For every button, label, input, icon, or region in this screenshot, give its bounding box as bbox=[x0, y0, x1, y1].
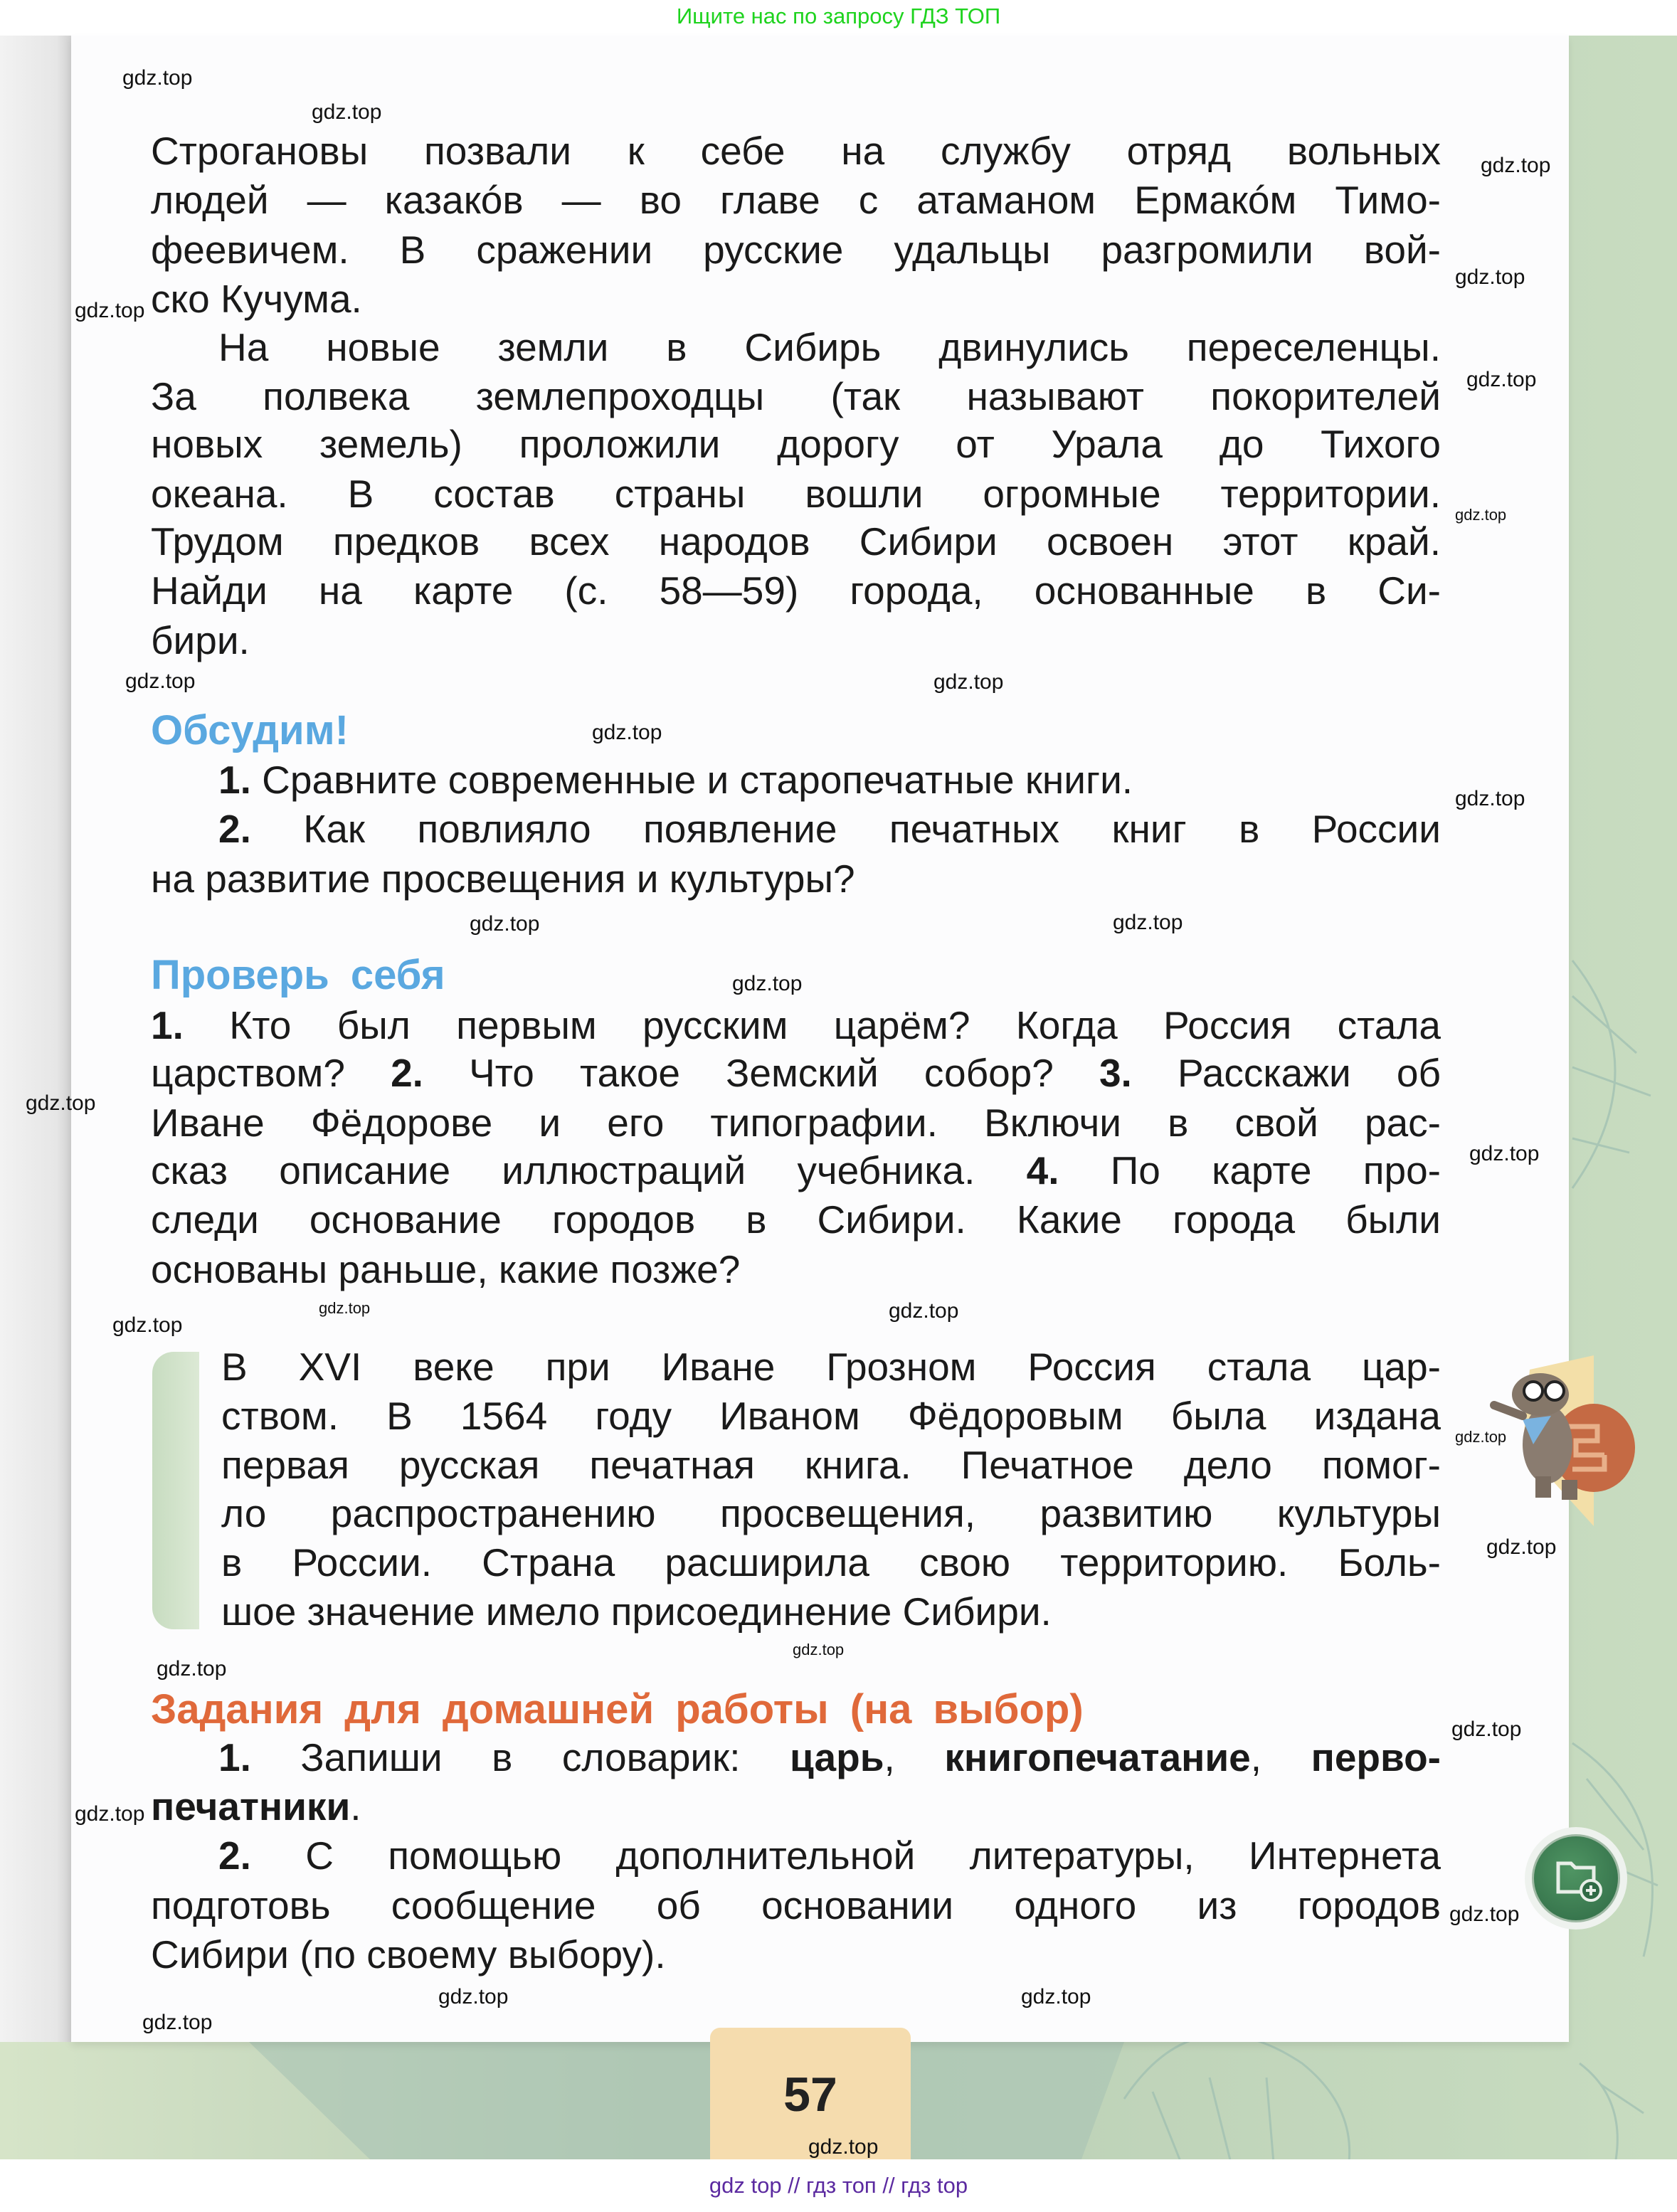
discuss-question-line bbox=[151, 856, 1441, 901]
bold-text: 1. bbox=[218, 1735, 251, 1779]
watermark-text: gdz.top bbox=[438, 1985, 509, 2009]
text: основаны раньше, какие позже? bbox=[151, 1247, 741, 1291]
watermark-text: gdz.top bbox=[75, 1802, 145, 1826]
watermark-text: gdz.top bbox=[470, 912, 540, 936]
paragraph-1-line bbox=[151, 128, 1441, 174]
watermark-text: gdz.top bbox=[75, 299, 145, 322]
text: За полвека землепроходцы (так называют покорителей bbox=[151, 374, 1441, 418]
watermark-text: gdz.top bbox=[125, 670, 196, 693]
text: бири. bbox=[151, 618, 250, 662]
text: ством. В 1564 году Иваном Фёдоровым была издана bbox=[221, 1394, 1441, 1438]
homework-task-line bbox=[218, 1735, 1441, 1780]
text: , bbox=[884, 1735, 945, 1779]
bold-text: 1. bbox=[151, 1003, 184, 1047]
text: царством? bbox=[151, 1051, 391, 1095]
folder-plus-icon bbox=[1532, 1834, 1620, 1922]
homework-task-line bbox=[151, 1883, 1441, 1928]
paragraph-1-line bbox=[151, 177, 1441, 223]
text: По карте про- bbox=[1059, 1148, 1441, 1192]
summary-box-accent-bar bbox=[152, 1352, 199, 1629]
text: Трудом предков всех народов Сибири освоен этот край. bbox=[151, 519, 1441, 563]
text: Строгановы позвали к себе на службу отряд вольных bbox=[151, 129, 1441, 173]
discuss-heading: Обсудим! bbox=[151, 707, 349, 753]
check-question-line bbox=[151, 1197, 1441, 1242]
watermark-text: gdz.top bbox=[732, 972, 803, 995]
check-question-line bbox=[151, 1050, 1441, 1096]
bold-text: 1. bbox=[218, 758, 251, 802]
watermark-text: gdz.top bbox=[122, 66, 193, 90]
watermark-text: gdz.top bbox=[1021, 1985, 1091, 2009]
text: сказ описание иллюстраций учебника. bbox=[151, 1148, 1027, 1192]
paragraph-2-line bbox=[151, 374, 1441, 419]
text: , bbox=[1250, 1735, 1311, 1779]
text: следи основание городов в Сибири. Какие города были bbox=[151, 1197, 1441, 1242]
watermark-text: gdz.top bbox=[157, 1657, 227, 1681]
bold-text: перво- bbox=[1311, 1735, 1441, 1779]
paragraph-1-line bbox=[151, 276, 1441, 322]
text: Расскажи об bbox=[1131, 1051, 1441, 1095]
watermark-text: gdz.top bbox=[1449, 1903, 1520, 1926]
homework-heading: Задания для домашней работы (на выбор) bbox=[151, 1686, 1084, 1732]
homework-task-line bbox=[218, 1833, 1441, 1878]
watermark-text: gdz.top bbox=[319, 1299, 371, 1317]
summary-line bbox=[221, 1589, 1441, 1634]
turtle-mascot-illustration bbox=[1480, 1355, 1651, 1526]
bold-text: книгопечатание bbox=[944, 1735, 1251, 1779]
watermark-text: gdz.top bbox=[1486, 1535, 1557, 1559]
watermark-text: gdz.top bbox=[933, 670, 1004, 694]
bold-text: царь bbox=[790, 1735, 884, 1779]
watermark-text: gdz.top bbox=[1455, 1428, 1507, 1446]
bold-text: 2. bbox=[218, 1833, 251, 1878]
paragraph-2-line bbox=[151, 421, 1441, 467]
page-number: 57 bbox=[783, 2068, 837, 2122]
watermark-text: gdz.top bbox=[1469, 1142, 1540, 1165]
check-yourself-heading: Проверь себя bbox=[151, 952, 445, 998]
watermark-text: gdz.top bbox=[889, 1299, 959, 1323]
paragraph-2-line bbox=[151, 471, 1441, 517]
homework-task-line bbox=[151, 1784, 1441, 1829]
paragraph-2-line bbox=[151, 568, 1441, 613]
text: Сибири (по своему выбору). bbox=[151, 1932, 666, 1976]
watermark-text: gdz.top bbox=[112, 1313, 183, 1337]
summary-line bbox=[221, 1442, 1441, 1488]
summary-line bbox=[221, 1393, 1441, 1439]
text: Кто был первым русским царём? Когда Россия стала bbox=[183, 1003, 1441, 1047]
text: океана. В состав страны вошли огромные территории. bbox=[151, 472, 1441, 516]
check-question-line bbox=[151, 1002, 1441, 1048]
text: ло распространению просвещения, развитию культуры bbox=[221, 1491, 1441, 1535]
text: новых земель) проложили дорогу от Урала до Тихого bbox=[151, 422, 1441, 466]
homework-task-line bbox=[151, 1932, 1441, 1977]
text: на развитие просвещения и культуры? bbox=[151, 857, 855, 901]
discuss-question-line bbox=[218, 806, 1441, 852]
book-gutter bbox=[0, 36, 71, 2042]
bold-text: 2. bbox=[218, 807, 251, 851]
check-question-line bbox=[151, 1247, 1441, 1292]
watermark-text: gdz.top bbox=[142, 2011, 213, 2034]
paragraph-2-line bbox=[218, 324, 1441, 370]
text: . bbox=[350, 1784, 361, 1829]
watermark-text: gdz.top bbox=[592, 721, 662, 744]
text: На новые земли в Сибирь двинулись переселенцы. bbox=[218, 325, 1441, 369]
watermark-text: gdz.top bbox=[808, 2135, 879, 2159]
discuss-question-line bbox=[218, 757, 1441, 803]
watermark-text: gdz.top bbox=[1481, 154, 1551, 177]
watermark-text: gdz.top bbox=[1455, 265, 1525, 289]
text: Запиши в словарик: bbox=[250, 1735, 790, 1779]
watermark-text: gdz.top bbox=[1455, 787, 1525, 810]
summary-line bbox=[221, 1540, 1441, 1585]
text: Что такое Земский собор? bbox=[423, 1051, 1099, 1095]
text: Сравните современные и старопечатные книги. bbox=[250, 758, 1133, 802]
text: феевичем. В сражении русские удальцы разгромили вой- bbox=[151, 228, 1441, 272]
bottom-footer: gdz top // гдз топ // гдз top bbox=[0, 2159, 1677, 2211]
bold-text: 4. bbox=[1026, 1148, 1059, 1192]
watermark-text: gdz.top bbox=[1455, 506, 1507, 524]
text: Иване Фёдорове и его типографии. Включи в свой рас- bbox=[151, 1101, 1441, 1145]
text: шое значение имело присоединение Сибири. bbox=[221, 1589, 1052, 1634]
text: ско Кучума. bbox=[151, 277, 362, 321]
watermark-text: gdz.top bbox=[1451, 1718, 1522, 1741]
top-banner: Ищите нас по запросу ГДЗ ТОП bbox=[0, 0, 1677, 36]
paragraph-2-line bbox=[151, 519, 1441, 564]
text: людей — казакóв — во главе с атаманом Ермакóм Тимо- bbox=[151, 178, 1441, 222]
check-question-line bbox=[151, 1100, 1441, 1145]
text: первая русская печатная книга. Печатное дело помог- bbox=[221, 1443, 1441, 1487]
watermark-text: gdz.top bbox=[1466, 368, 1537, 391]
check-question-line bbox=[151, 1148, 1441, 1193]
folder-plus-button[interactable] bbox=[1525, 1827, 1627, 1930]
paragraph-2-line bbox=[151, 618, 1441, 663]
text: подготовь сообщение об основании одного из городов bbox=[151, 1883, 1441, 1927]
watermark-text: gdz.top bbox=[26, 1091, 96, 1115]
watermark-text: gdz.top bbox=[793, 1641, 845, 1658]
text: Как повлияло появление печатных книг в России bbox=[250, 807, 1441, 851]
text: Найди на карте (с. 58—59) города, основанные в Си- bbox=[151, 568, 1441, 613]
bold-text: печатники bbox=[151, 1784, 351, 1829]
paragraph-1-line bbox=[151, 227, 1441, 272]
text: В XVI веке при Иване Грозном Россия стала цар- bbox=[221, 1345, 1441, 1389]
text: в России. Страна расширила свою территорию. Боль- bbox=[221, 1540, 1441, 1584]
summary-line bbox=[221, 1491, 1441, 1536]
bold-text: 3. bbox=[1099, 1051, 1132, 1095]
summary-line bbox=[221, 1344, 1441, 1390]
text: С помощью дополнительной литературы, Интернета bbox=[250, 1833, 1441, 1878]
watermark-text: gdz.top bbox=[1113, 911, 1183, 934]
bold-text: 2. bbox=[391, 1051, 423, 1095]
watermark-text: gdz.top bbox=[312, 100, 382, 124]
